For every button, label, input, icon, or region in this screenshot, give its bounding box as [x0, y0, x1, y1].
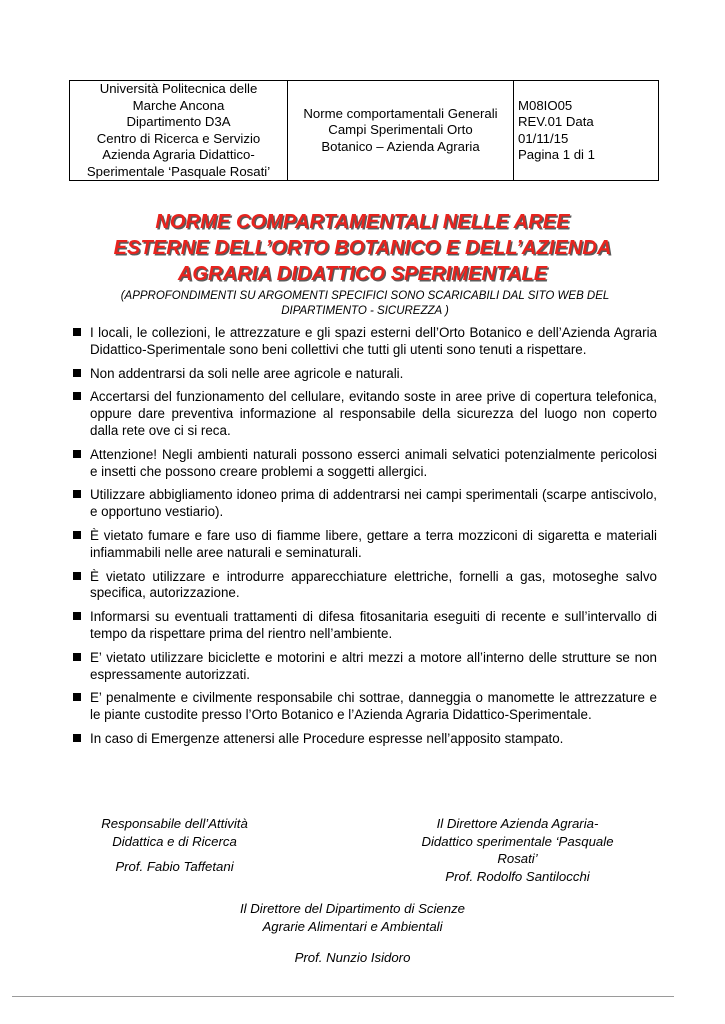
page-number: Pagina 1 di 1 — [518, 147, 595, 162]
header-title-line: Botanico – Azienda Agraria — [321, 138, 480, 154]
square-bullet-icon — [73, 392, 81, 400]
rule-text: E’ vietato utilizzare biciclette e motorini e altri mezzi a motore all’interno delle strutture se non espressamente autorizzati. — [90, 649, 657, 682]
header-institution-line: Azienda Agraria Didattico- — [102, 147, 255, 162]
main-title-line: ESTERNE DELL’ORTO BOTANICO E DELL’AZIENDA — [113, 237, 612, 259]
header-title-line: Campi Sperimentali Orto — [328, 122, 473, 138]
rule-item — [72, 447, 657, 481]
signature-name: Prof. Nunzio Isidoro — [294, 950, 411, 965]
rule-item — [72, 366, 657, 383]
main-title-line: NORME COMPARTAMENTALI NELLE AREE — [155, 211, 570, 233]
header-institution-line: Centro di Ricerca e Servizio — [96, 130, 261, 146]
square-bullet-icon — [73, 734, 81, 742]
footer-divider — [12, 996, 674, 997]
rule-item — [72, 569, 657, 603]
rule-text: È vietato fumare e fare uso di fiamme libere, gettare a terra mozziconi di sigaretta e materiali infiammabili nelle aree naturali e seminaturali. — [90, 527, 657, 560]
main-title-line: AGRARIA DIDATTICO SPERIMENTALE — [177, 263, 548, 285]
square-bullet-icon — [73, 531, 81, 539]
rule-item — [72, 690, 657, 724]
rule-text: Attenzione! Negli ambienti naturali possono esserci animali selvatici potenzialmente pericolosi e insetti che possono creare problemi a soggetti allergici. — [90, 446, 657, 479]
signature-role-line: Responsabile dell’Attività — [101, 816, 248, 831]
square-bullet-icon — [73, 693, 81, 701]
header-institution-line: Sperimentale ‘Pasquale Rosati’ — [86, 163, 271, 179]
subtitle-note — [95, 289, 635, 318]
main-title — [40, 209, 685, 287]
square-bullet-icon — [73, 490, 81, 498]
rule-item — [72, 389, 657, 439]
square-bullet-icon — [73, 653, 81, 661]
rule-text: Informarsi su eventuali trattamenti di difesa fitosanitaria eseguiti di recente e sull’intervallo di tempo da rispettare prima del rientro nell’ambiente. — [90, 609, 657, 641]
rule-item — [72, 487, 657, 521]
subtitle-line: (APPROFONDIMENTI SU ARGOMENTI SPECIFICI SONO SCARICABILI DAL SITO WEB DEL — [120, 290, 610, 302]
rules-list — [72, 325, 657, 755]
rule-text: Accertarsi del funzionamento del cellulare, evitando soste in aree prive di copertura telefonica, oppure dare preventiva informazione al responsabile della sicurezza del luogo non coperto dalla rete ove ci si reca. — [90, 389, 657, 438]
signature-name: Prof. Rodolfo Santilocchi — [445, 868, 590, 884]
square-bullet-icon — [73, 612, 81, 620]
header-institution-line: Marche Ancona — [132, 97, 225, 113]
rule-text: In caso di Emergenze attenersi alle Procedure espresse nell’apposito stampato. — [90, 730, 564, 746]
signature-block-left — [82, 815, 267, 876]
signature-name: Prof. Fabio Taffetani — [115, 859, 234, 874]
square-bullet-icon — [73, 369, 81, 377]
header-institution-line: Dipartimento D3A — [126, 114, 231, 129]
subtitle-line: DIPARTIMENTO - SICUREZZA ) — [281, 304, 449, 317]
square-bullet-icon — [73, 328, 81, 336]
document-header-table — [69, 80, 659, 181]
document-code: M08IO05 — [518, 97, 573, 113]
rule-text: Non addentrarsi da soli nelle aree agricole e naturali. — [90, 365, 404, 381]
rule-item — [72, 609, 657, 643]
signature-role-line: Didattica e di Ricerca — [112, 833, 237, 849]
signature-role-line: Il Direttore del Dipartimento di Scienze — [239, 901, 466, 916]
rule-item — [72, 325, 657, 359]
rule-item — [72, 528, 657, 562]
header-document-title-cell — [288, 81, 514, 181]
header-institution-line: Università Politecnica delle — [99, 81, 258, 96]
signature-role-line: Didattico sperimentale ‘Pasquale — [421, 833, 614, 849]
signature-role-line: Agrarie Alimentari e Ambientali — [262, 918, 443, 934]
revision-label: REV.01 Data — [518, 114, 594, 129]
square-bullet-icon — [73, 572, 81, 580]
rule-text: I locali, le collezioni, le attrezzature e gli spazi esterni dell’Orto Botanico e dell’Azienda Agraria Didattico-Sperimentale sono beni collettivi che tutti gli utenti sono tenuti a rispettare. — [90, 325, 657, 357]
rule-item — [72, 731, 657, 748]
header-institution-cell — [70, 81, 288, 181]
square-bullet-icon — [73, 450, 81, 458]
rule-text: E’ penalmente e civilmente responsabile chi sottrae, danneggia o manomette le attrezzature e le piante custodite presso l’Orto Botanico e l’Azienda Agraria Didattico-Sperimentale. — [90, 690, 657, 723]
rule-text: È vietato utilizzare e introdurre apparecchiature elettriche, fornelli a gas, motoseghe salvo specifica, autorizzazione. — [90, 568, 657, 601]
signature-block-center — [190, 900, 515, 967]
header-title-line: Norme comportamentali Generali — [303, 105, 498, 121]
signature-block-right — [400, 815, 635, 885]
signature-role-line: Il Direttore Azienda Agraria- — [436, 816, 599, 831]
header-revision-cell — [514, 81, 659, 181]
rule-item — [72, 650, 657, 684]
rule-text: Utilizzare abbigliamento idoneo prima di addentrarsi nei campi sperimentali (scarpe antiscivolo, e opportuno vestiario). — [90, 487, 657, 520]
signature-role-line: Rosati’ — [497, 851, 538, 866]
revision-date: 01/11/15 — [518, 130, 569, 146]
